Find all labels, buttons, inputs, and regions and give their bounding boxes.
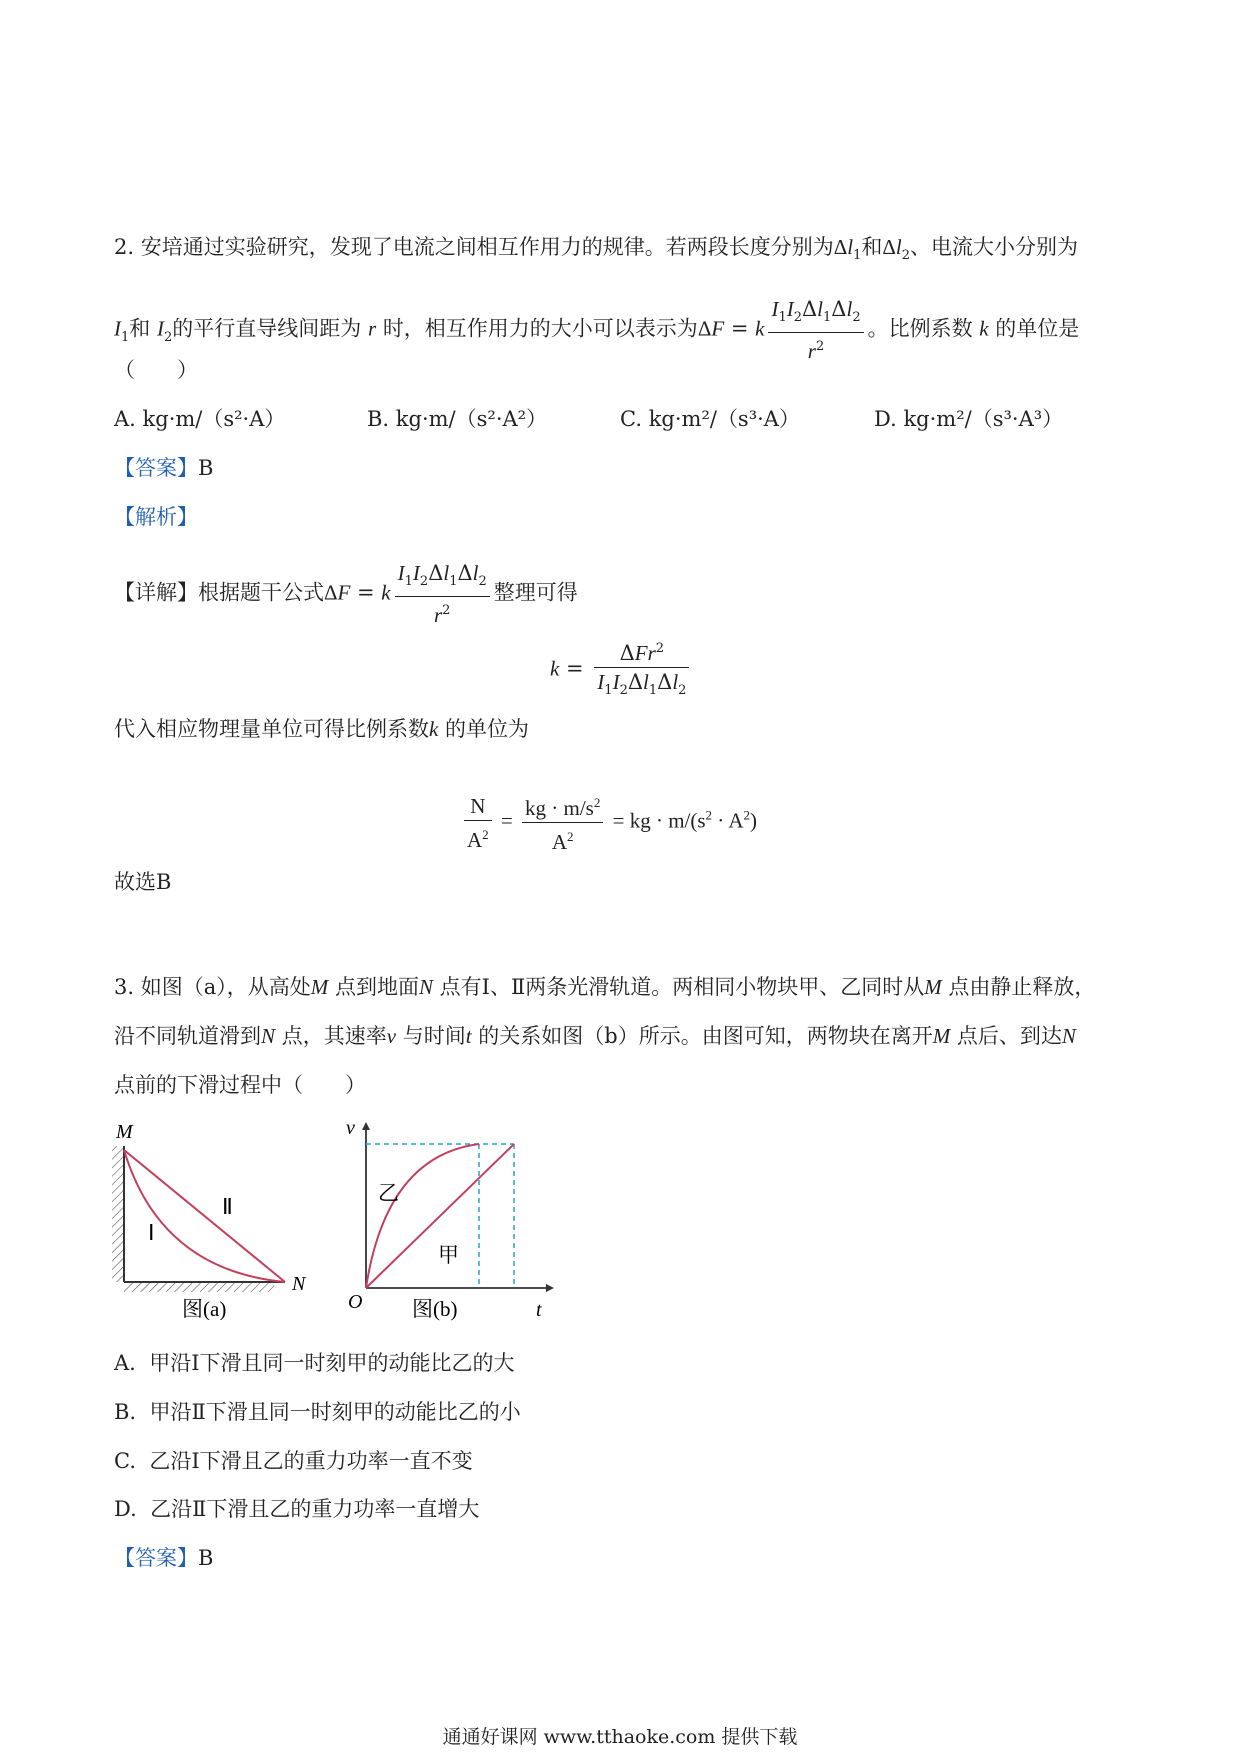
caption-fig-a: 图(a) [182,1297,227,1320]
q3-stem-line3: 点前的下滑过程中（ ） [114,1073,366,1097]
track-ii-line [124,1150,285,1282]
q2-detail: 【详解】根据题干公式ΔF = k $\frac{I_1I_2\Delta l_1\Delta l_2}{r^2}$ 整理可得 [114,561,578,628]
q2-option-a: A. kg·m/（s²·A） [114,407,286,431]
q3-option-b: B. 甲沿Ⅱ下滑且同一时刻甲的动能比乙的小 [114,1400,521,1424]
k-formula: k = $\frac{\Delta Fr^2}{I_1I_2\Delta l_1\Delta l_2}$ [550,636,693,704]
label-jia: 甲 [438,1243,459,1267]
q3-stem-line2: 沿不同轨道滑到N 点，其速率v 与时间t 的关系如图（b）所示。由图可知，两物块在离开M 点后、到达N [114,1024,1076,1048]
label-t: t [536,1299,542,1321]
q2-answer: 【答案】B [114,456,214,480]
figure-a [110,1110,330,1320]
caption-fig-b: 图(b) [412,1297,458,1321]
force-formula: $\frac{I_1I_2\Delta l_1\Delta l_2}{r^2}$ [768,296,863,364]
label-o: O [348,1291,363,1313]
label-yi: 乙 [378,1181,399,1205]
label-v: v [346,1117,355,1139]
q3-option-a: A. 甲沿Ⅰ下滑且同一时刻甲的动能比乙的大 [114,1351,515,1375]
q3-option-d: D. 乙沿Ⅱ下滑且乙的重力功率一直增大 [114,1497,480,1521]
units-formula: $\frac{N}{A^2}$ = $\frac{kg \cdot m/s^2}{A^2}$ = kg · $m/(s^2 \cdot A^2)$ [460,790,757,855]
label-track-i: Ⅰ [148,1220,155,1245]
q2-option-c: C. kg·m²/（s³·A） [620,407,800,431]
q2-conclusion: 故选B [114,870,172,894]
label-n: N [292,1273,306,1295]
label-track-ii: Ⅱ [222,1194,233,1219]
q3-answer: 【答案】B [114,1546,214,1570]
yi-curve [366,1144,479,1288]
q2-stem-line1: 2. 安培通过实验研究，发现了电流之间相互作用力的规律。若两段长度分别为$\Delta l_1$和$\Delta l_2$、电流大小分别为 [114,235,1079,264]
q2-paren: （ ） [114,358,198,382]
ground-hatch [124,1282,274,1292]
q2-stem-line2: $I_1$和 $I_2$的平行直导线间距为 r 时，相互作用力的大小可以表示为ΔF = k $\frac{I_1I_2\Delta l_1\Delta l_2}{r^2}$ 。比例系数 k 的单位是 [114,297,1080,364]
q3-option-c: C. 乙沿Ⅰ下滑且乙的重力功率一直不变 [114,1449,473,1473]
wall-hatch [112,1146,124,1282]
q2-analysis-tag: 【解析】 [114,505,198,529]
q3-stem-line1: 3. 如图（a），从高处M 点到地面N 点有Ⅰ、Ⅱ两条光滑轨道。两相同小物块甲、乙同时从M 点由静止释放， [114,975,1096,999]
footer-text: 通通好课网 www.tthaoke.com 提供下载 [442,1726,798,1748]
q2-option-b: B. kg·m/（s²·A²） [367,407,548,431]
figure-b [340,1116,555,1326]
q2-option-d: D. kg·m²/（s³·A³） [874,407,1064,431]
label-m: M [116,1121,133,1143]
q2-units-text: 代入相应物理量单位可得比例系数k 的单位为 [114,717,530,741]
